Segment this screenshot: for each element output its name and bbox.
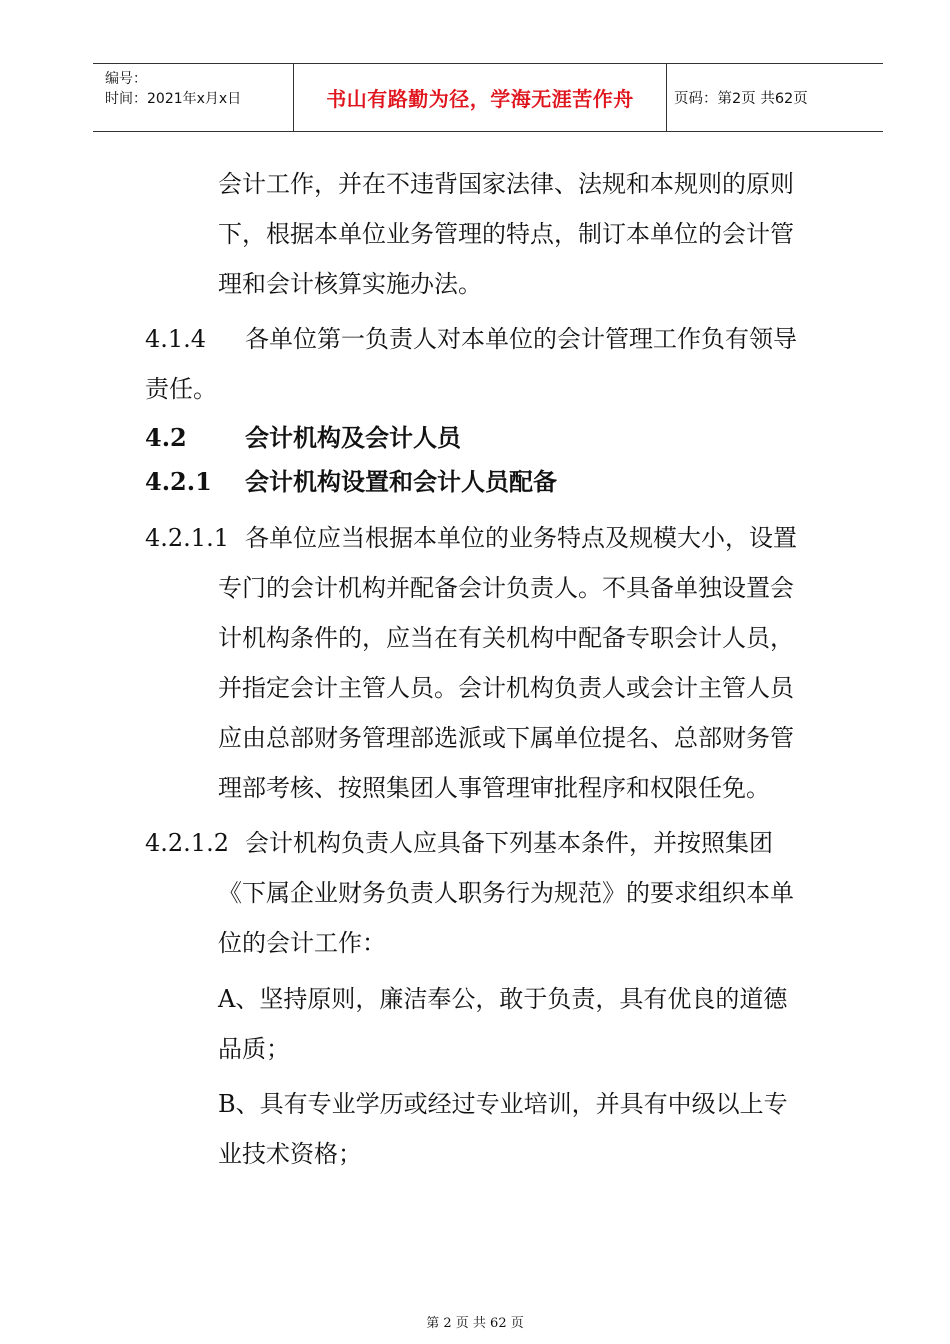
section-heading: 会计机构及会计人员 bbox=[245, 423, 461, 452]
paragraph-line: 理和会计核算实施办法。 bbox=[218, 270, 482, 298]
list-item-a: A、坚持原则，廉洁奉公，敢于负责，具有优良的道德 bbox=[218, 985, 788, 1013]
header-motto-cell bbox=[293, 64, 667, 131]
paragraph-line: 会计工作，并在不违背国家法律、法规和本规则的原则 bbox=[218, 170, 794, 198]
header-meta-cell bbox=[93, 64, 293, 131]
paragraph-line: 《下属企业财务负责人职务行为规范》的要求组织本单 bbox=[218, 879, 794, 907]
section-number: 4.1.4 bbox=[145, 325, 207, 353]
section-number: 4.2.1.1 bbox=[145, 524, 229, 552]
section-number: 4.2.1.2 bbox=[145, 829, 229, 857]
paragraph-line: 理部考核、按照集团人事管理审批程序和权限任免。 bbox=[218, 774, 770, 802]
paragraph-line: 专门的会计机构并配备会计负责人。不具备单独设置会 bbox=[218, 574, 794, 602]
paragraph-line: 会计机构负责人应具备下列基本条件，并按照集团 bbox=[245, 829, 773, 857]
paragraph-line: 并指定会计主管人员。会计机构负责人或会计主管人员 bbox=[218, 674, 794, 702]
list-item-b: B、具有专业学历或经过专业培训，并具有中级以上专 bbox=[218, 1090, 788, 1118]
section-number: 4.2.1 bbox=[145, 467, 212, 496]
header-motto: 书山有路勤为径，学海无涯苦作舟 bbox=[326, 87, 634, 111]
header-page-info: 页码：第2页 共62页 bbox=[674, 91, 808, 107]
section-number: 4.2 bbox=[145, 423, 187, 452]
document-header bbox=[93, 63, 883, 132]
paragraph-line: 责任。 bbox=[145, 375, 217, 403]
list-item-a-continued: 品质； bbox=[218, 1035, 290, 1063]
section-heading: 会计机构设置和会计人员配备 bbox=[245, 467, 557, 496]
paragraph-line: 位的会计工作： bbox=[218, 929, 386, 957]
time-label: 时间：2021年x月x日 bbox=[105, 91, 242, 107]
paragraph-line: 计机构条件的，应当在有关机构中配备专职会计人员， bbox=[218, 624, 794, 652]
paragraph-line: 各单位应当根据本单位的业务特点及规模大小，设置 bbox=[245, 524, 797, 552]
header-page-cell bbox=[666, 64, 883, 131]
list-item-b-continued: 业技术资格； bbox=[218, 1140, 362, 1168]
page-footer: 第 2 页 共 62 页 bbox=[426, 1316, 524, 1331]
paragraph-line: 下，根据本单位业务管理的特点，制订本单位的会计管 bbox=[218, 220, 794, 248]
paragraph-line: 应由总部财务管理部选派或下属单位提名、总部财务管 bbox=[218, 724, 794, 752]
serial-number-label: 编号： bbox=[105, 71, 147, 87]
paragraph-line: 各单位第一负责人对本单位的会计管理工作负有领导 bbox=[245, 325, 797, 353]
